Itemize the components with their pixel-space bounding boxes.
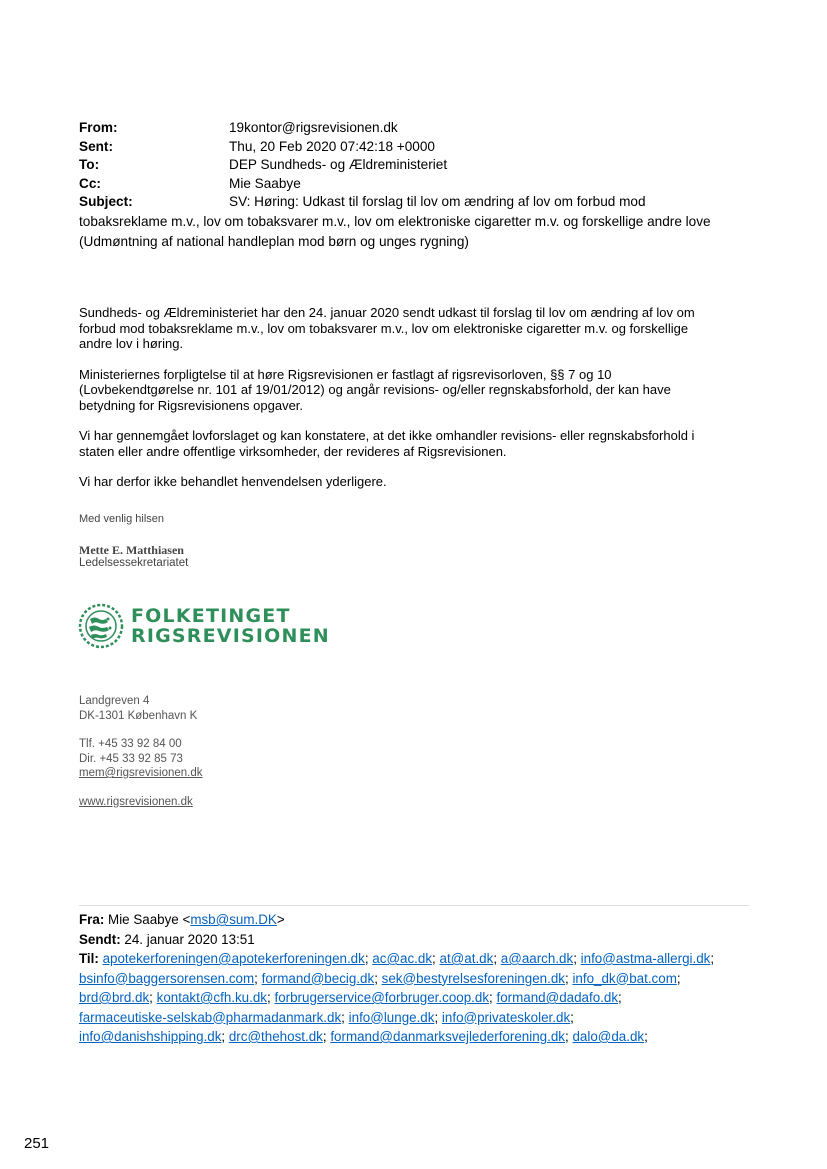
cc-value: Mie Saabye (229, 175, 301, 191)
to-value: DEP Sundheds- og Ældreministeriet (229, 157, 448, 172)
recipient-email-link[interactable]: forbrugerservice@forbruger.coop.dk (274, 990, 490, 1005)
signature-name: Mette E. Matthiasen (79, 543, 184, 557)
recipient-separator: ; (364, 951, 369, 966)
direct-phone-number: Dir. +45 33 92 85 73 (79, 752, 183, 765)
signature-title: Ledelsessekretariatet (79, 557, 189, 569)
subject-label: Subject: (79, 194, 133, 209)
subject-continuation-1: tobaksreklame m.v., lov om tobaksvarer m.v., lov om elektroniske cigaretter m.v. og forskellige andre love (79, 213, 711, 229)
recipient-separator: ; (254, 970, 258, 986)
recipient-email-link[interactable]: info@danishshipping.dk (79, 1029, 222, 1044)
recipient-separator: ; (570, 1009, 574, 1025)
body-paragraph (79, 305, 749, 352)
recipient-email-link[interactable]: kontakt@cfh.ku.dk (156, 990, 267, 1005)
website-link[interactable]: www.rigsrevisionen.dk (79, 795, 193, 808)
recipient-separator: ; (432, 951, 436, 966)
recipient-separator: ; (573, 951, 577, 966)
recipient-separator: ; (267, 990, 271, 1005)
recipient-separator: ; (710, 951, 715, 966)
body-paragraph: Vi har derfor ikke behandlet henvendelsen yderligere. (79, 474, 387, 489)
body-line: forbud mod tobaksreklame m.v., lov om tobaksvarer m.v., lov om elektroniske cigaretter m.v. og forskellige (79, 320, 689, 336)
recipient-email-link[interactable]: sek@bestyrelsesforeningen.dk (381, 970, 565, 986)
recipient-separator: ; (676, 970, 681, 986)
recipient-separator: ; (434, 1009, 439, 1025)
recipient-separator: ; (149, 990, 153, 1005)
body-line: andre lov i høring. (79, 336, 184, 351)
forward-from-label: Fra: (79, 912, 105, 927)
recipient-email-link[interactable]: brd@brd.dk (79, 990, 150, 1005)
cc-label: Cc: (79, 175, 101, 191)
recipient-separator: ; (322, 1029, 327, 1044)
recipient-separator: ; (489, 990, 493, 1005)
forward-sent-value: 24. januar 2020 13:51 (124, 931, 255, 947)
subject-row (79, 193, 749, 212)
contact-block (79, 694, 203, 809)
recipient-separator: ; (341, 1009, 345, 1025)
body-line: staten eller andre offentlige virksomheder, der revideres af Rigsrevisionen. (79, 443, 507, 459)
body-paragraph (79, 428, 749, 459)
forward-to-label: Til: (79, 951, 99, 966)
from-label: From: (79, 120, 118, 135)
from-row (79, 119, 749, 138)
recipient-email-link[interactable]: farmaceutiske-selskab@pharmadanmark.dk (79, 1009, 342, 1025)
recipient-email-link[interactable]: formand@dadafo.dk (496, 990, 619, 1005)
email-link[interactable]: mem@rigsrevisionen.dk (79, 767, 203, 779)
body-paragraph (79, 367, 749, 414)
subject-continuation-2: (Udmøntning af national handleplan mod børn og unges rygning) (79, 233, 469, 249)
page-number: 251 (24, 1135, 50, 1152)
recipient-email-link[interactable]: at@at.dk (439, 951, 494, 966)
sent-label: Sent: (79, 138, 113, 154)
recipient-email-link[interactable]: ac@ac.dk (372, 951, 433, 966)
phone-number: Tlf. +45 33 92 84 00 (79, 738, 182, 750)
forwarded-message-header (79, 910, 759, 1047)
forward-from-close: > (276, 912, 285, 927)
forward-to-row (79, 949, 759, 1047)
forward-divider (79, 905, 749, 906)
recipient-email-link[interactable]: info@lunge.dk (348, 1009, 435, 1025)
recipient-separator: ; (564, 970, 569, 986)
recipient-email-link[interactable]: info@astma-allergi.dk (580, 951, 711, 966)
recipient-email-link[interactable]: drc@thehost.dk (228, 1029, 323, 1044)
sent-value: Thu, 20 Feb 2020 07:42:18 +0000 (229, 138, 435, 154)
recipient-email-link[interactable]: bsinfo@baggersorensen.com (79, 970, 255, 986)
recipient-email-link[interactable]: apotekerforeningen@apotekerforeningen.dk (102, 951, 365, 966)
coat-of-arms-icon (78, 603, 124, 649)
recipient-separator: ; (618, 990, 622, 1005)
recipient-email-link[interactable]: a@aarch.dk (500, 951, 574, 966)
recipient-separator: ; (564, 1029, 569, 1044)
subject-value: SV: Høring: Udkast til forslag til lov om ændring af lov om forbud mod (229, 194, 646, 209)
body-line: Vi har gennemgået lovforslaget og kan konstatere, at det ikke omhandler revisions- eller regnskabsforhold i (79, 428, 695, 443)
body-line: (Lovbekendtgørelse nr. 101 af 19/01/2012) og angår revisions- og/eller regnskabsforhold, der kan have (79, 382, 671, 397)
body-line: betydning for Rigsrevisionens opgaver. (79, 397, 304, 413)
signature-greeting: Med venlig hilsen (79, 513, 164, 525)
cc-row (79, 175, 749, 194)
email-body (79, 305, 749, 505)
body-line: Ministeriernes forpligtelse til at høre Rigsrevisionen er fastlagt af rigsrevisorloven, §§ 7 og 10 (79, 366, 612, 382)
to-label: To: (79, 157, 100, 172)
from-value: 19kontor@rigsrevisionen.dk (229, 120, 398, 135)
forward-from-row (79, 910, 759, 930)
forward-from-name: Mie Saabye < (108, 912, 191, 927)
recipient-separator: ; (221, 1029, 226, 1044)
address-line: DK-1301 København K (79, 709, 198, 722)
recipient-email-link[interactable]: dalo@da.dk (572, 1029, 645, 1044)
recipient-email-link[interactable]: info@privateskoler.dk (441, 1009, 571, 1025)
address-line: Landgreven 4 (79, 695, 150, 707)
logo-text (131, 606, 330, 646)
recipient-separator: ; (493, 951, 498, 966)
forward-sent-row (79, 930, 759, 950)
forward-from-email-link[interactable]: msb@sum.DK (190, 912, 277, 927)
to-row (79, 156, 749, 175)
logo-line-rigsrevisionen: RIGSREVISIONEN (131, 625, 330, 647)
recipient-separator: ; (644, 1029, 648, 1044)
recipient-email-link[interactable]: formand@danmarksvejlederforening.dk (330, 1029, 565, 1044)
email-header (79, 119, 749, 252)
forward-sent-label: Sendt: (79, 931, 121, 947)
sent-row (79, 138, 749, 157)
recipient-separator: ; (374, 970, 378, 986)
recipient-email-link[interactable]: formand@becig.dk (261, 970, 375, 986)
recipient-email-link[interactable]: info_dk@bat.com (572, 970, 677, 986)
logo-line-folketinget: FOLKETINGET (131, 605, 291, 627)
rigsrevisionen-logo (78, 603, 330, 649)
body-line: Sundheds- og Ældreministeriet har den 24. januar 2020 sendt udkast til forslag til lov om ændring af lov om (79, 305, 695, 320)
